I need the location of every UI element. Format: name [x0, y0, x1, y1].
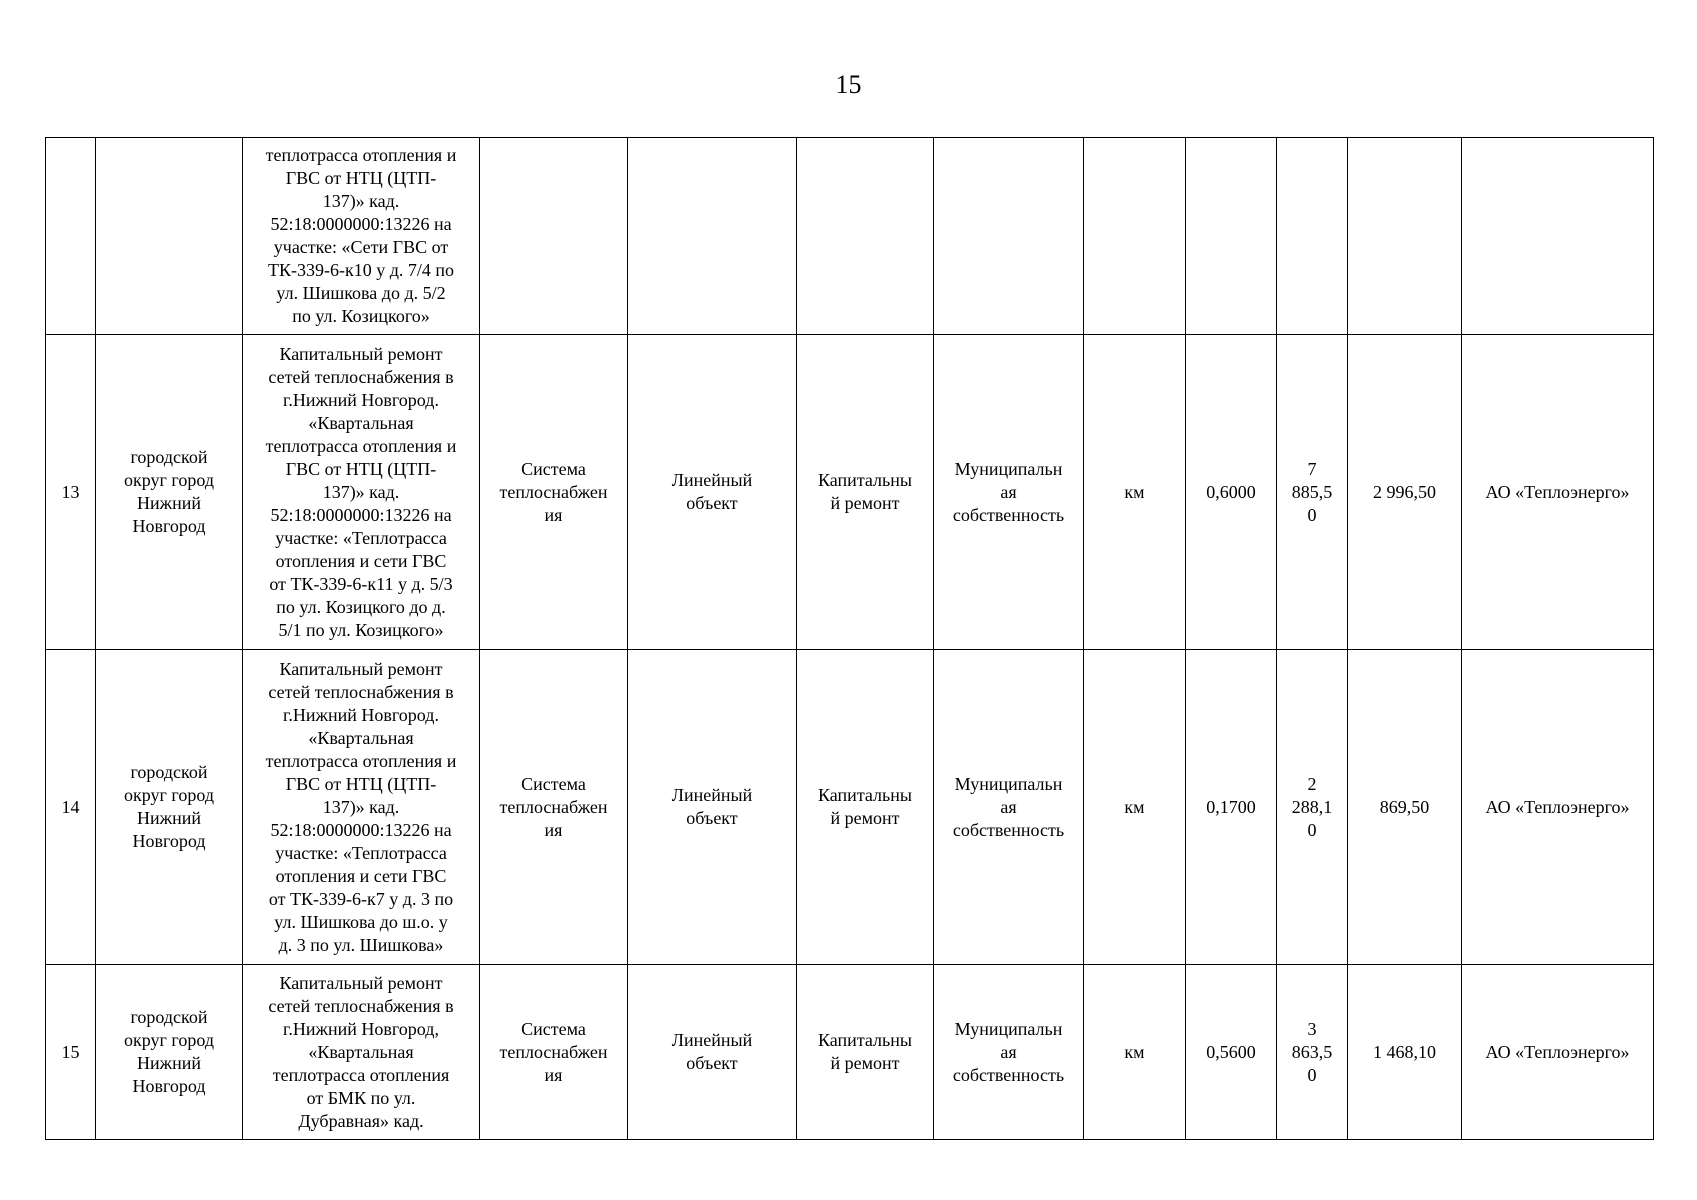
cell-cost-total: 2 288,1 0 — [1277, 650, 1348, 965]
cell-ownership: Муниципальн ая собственность — [934, 965, 1084, 1140]
cell-unit — [1084, 138, 1186, 335]
cell-length: 0,5600 — [1186, 965, 1277, 1140]
cell-object-type: Линейный объект — [628, 335, 797, 650]
cell-no — [46, 138, 96, 335]
cell-unit: км — [1084, 650, 1186, 965]
cell-name: Капитальный ремонт сетей теплоснабжения в г.Нижний Новгород, «Квартальная теплотрасса отопления от БМК по ул. Дубравная» кад. — [243, 965, 480, 1140]
cell-cost-period: 869,50 — [1348, 650, 1462, 965]
cell-operator: АО «Теплоэнерго» — [1462, 965, 1654, 1140]
cell-name: Капитальный ремонт сетей теплоснабжения в г.Нижний Новгород. «Квартальная теплотрасса отопления и ГВС от НТЦ (ЦТП- 137)» кад. 52:18:0000000:13226 на участке: «Теплотрасса отопления и сети ГВС от ТК-339-6-к7 у д. 3 по ул. Шишкова до ш.о. у д. 3 по ул. Шишкова» — [243, 650, 480, 965]
cell-work-type — [797, 138, 934, 335]
cell-cost-total — [1277, 138, 1348, 335]
cell-cost-period — [1348, 138, 1462, 335]
cell-length — [1186, 138, 1277, 335]
cell-no: 15 — [46, 965, 96, 1140]
page-number: 15 — [835, 70, 862, 99]
cell-no: 14 — [46, 650, 96, 965]
cell-name: теплотрасса отопления и ГВС от НТЦ (ЦТП- 137)» кад. 52:18:0000000:13226 на участке: «Сети ГВС от ТК-339-6-к10 у д. 7/4 по ул. Шишкова до д. 5/2 по ул. Козицкого» — [243, 138, 480, 335]
table-row — [46, 138, 1654, 335]
cell-territory — [96, 138, 243, 335]
cell-ownership — [934, 138, 1084, 335]
cell-object-type: Линейный объект — [628, 965, 797, 1140]
cell-ownership: Муниципальн ая собственность — [934, 650, 1084, 965]
cell-cost-period: 2 996,50 — [1348, 335, 1462, 650]
cell-system: Система теплоснабжен ия — [480, 965, 628, 1140]
cell-name: Капитальный ремонт сетей теплоснабжения в г.Нижний Новгород. «Квартальная теплотрасса отопления и ГВС от НТЦ (ЦТП- 137)» кад. 52:18:0000000:13226 на участке: «Теплотрасса отопления и сети ГВС от ТК-339-6-к11 у д. 5/3 по ул. Козицкого до д. 5/1 по ул. Козицкого» — [243, 335, 480, 650]
table-row — [46, 335, 1654, 650]
cell-ownership: Муниципальн ая собственность — [934, 335, 1084, 650]
cell-unit: км — [1084, 335, 1186, 650]
cell-object-type: Линейный объект — [628, 650, 797, 965]
cell-territory: городской округ город Нижний Новгород — [96, 650, 243, 965]
table-row — [46, 650, 1654, 965]
cell-object-type — [628, 138, 797, 335]
cell-cost-total: 7 885,5 0 — [1277, 335, 1348, 650]
cell-system — [480, 138, 628, 335]
cell-operator: АО «Теплоэнерго» — [1462, 335, 1654, 650]
cell-system: Система теплоснабжен ия — [480, 335, 628, 650]
cell-no: 13 — [46, 335, 96, 650]
cell-operator — [1462, 138, 1654, 335]
cell-system: Система теплоснабжен ия — [480, 650, 628, 965]
cell-length: 0,1700 — [1186, 650, 1277, 965]
cell-territory: городской округ город Нижний Новгород — [96, 335, 243, 650]
cell-cost-total: 3 863,5 0 — [1277, 965, 1348, 1140]
cell-work-type: Капитальны й ремонт — [797, 335, 934, 650]
cell-length: 0,6000 — [1186, 335, 1277, 650]
cell-work-type: Капитальны й ремонт — [797, 965, 934, 1140]
cell-operator: АО «Теплоэнерго» — [1462, 650, 1654, 965]
projects-table — [45, 137, 1654, 1140]
table-row — [46, 965, 1654, 1140]
cell-cost-period: 1 468,10 — [1348, 965, 1462, 1140]
cell-unit: км — [1084, 965, 1186, 1140]
cell-work-type: Капитальны й ремонт — [797, 650, 934, 965]
cell-territory: городской округ город Нижний Новгород — [96, 965, 243, 1140]
